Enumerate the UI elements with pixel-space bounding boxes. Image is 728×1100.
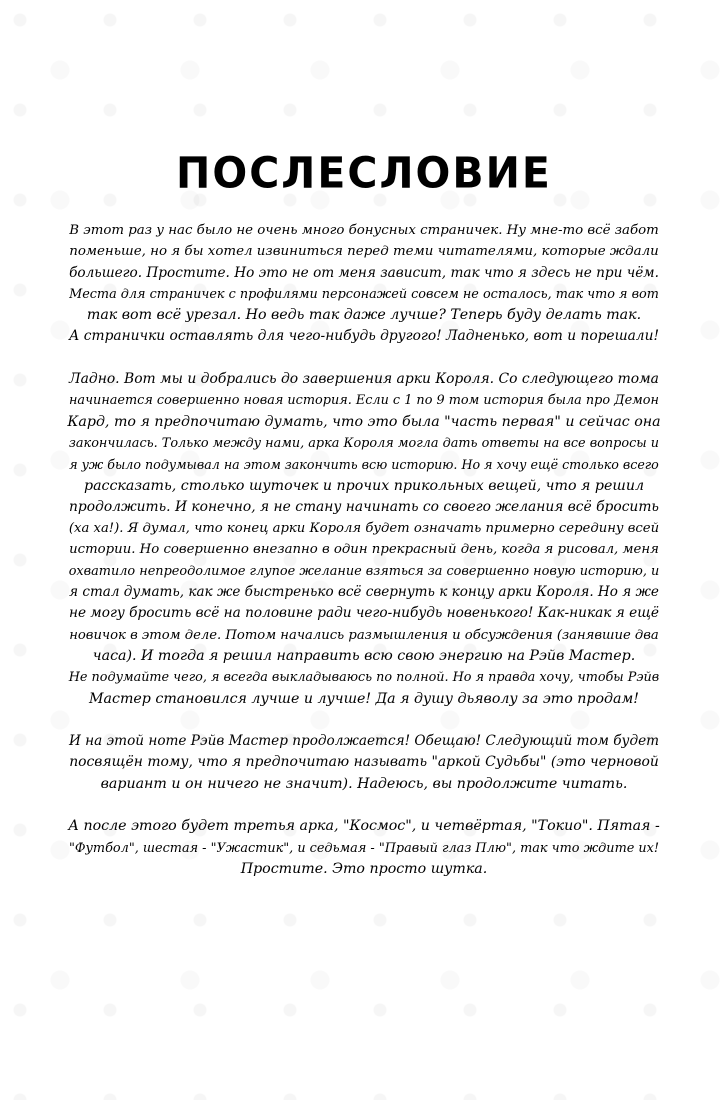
text-line: посвящён тому, что я предпочитаю называть "аркой Судьбы" (это черновой [69, 754, 659, 771]
text-line: В этот раз у нас было не очень много бонусных страничек. Ну мне-то всё забот [69, 223, 659, 238]
text-line: А странички оставлять для чего-нибудь другого! Ладненько, вот и порешали! [69, 328, 659, 345]
text-line: А после этого будет третья арка, "Космос", и четвёртая, "Токио". Пятая - [68, 818, 660, 835]
text-line: рассказать, столько шуточек и прочих прикольных вещей, что я решил [84, 477, 644, 494]
text-line: Ладно. Вот мы и добрались до завершения арки Короля. Со следующего тома [69, 371, 659, 388]
text-line: "Футбол", шестая - "Ужастик", и седьмая - "Правый глаз Плю", так что ждите их! [68, 840, 660, 856]
text-line: (ха ха!). Я думал, что конец арки Короля будет означать примерно середину всей [68, 521, 660, 537]
text-line: вариант и он ничего не значит). Надеюсь, вы продолжите читать. [100, 775, 628, 792]
text-line: закончилась. Только между нами, арка Короля могла дать ответы на все вопросы и [68, 435, 660, 451]
afterword-text [66, 220, 662, 880]
text-line: начинается совершенно новая история. Если с 1 по 9 том история была про Демон [68, 393, 659, 409]
paragraph-2 [66, 369, 662, 710]
text-line: Места для страничек с профилями персонажей совсем не осталось, так что я вот [69, 286, 659, 302]
text-line: я стал думать, как же быстренько всё свернуть к концу арки Короля. Но я же [69, 584, 659, 601]
text-line: поменьше, но я бы хотел извиниться перед теми читателями, которые ждали [69, 244, 659, 260]
text-line: часа). И тогда я решил направить всю свою энергию на Рэйв Мастер. [92, 647, 636, 664]
text-line: Кард, то я предпочитаю думать, что это была "часть первая" и сейчас она [67, 413, 661, 430]
text-line: И на этой ноте Рэйв Мастер продолжается! Обещаю! Следующий том будет [68, 733, 660, 750]
text-line: Не подумайте чего, я всегда выкладываюсь по полной. Но я правда хочу, чтобы Рэйв [68, 670, 660, 686]
text-line: новичок в этом деле. Потом начались размышления и обсуждения (занявшие два [69, 627, 659, 643]
text-line: Простите. Это просто шутка. [240, 860, 488, 877]
text-line: Мастер становился лучше и лучше! Да я душу дьяволу за это продам! [89, 690, 639, 707]
paragraph-3 [66, 731, 662, 795]
page-title: ПОСЛЕСЛОВИЕ [176, 147, 552, 199]
paragraph-1 [66, 220, 662, 348]
text-line: так вот всё урезал. Но ведь так даже лучше? Теперь буду делать так. [86, 307, 642, 324]
text-line: продолжить. И конечно, я не стану начинать со своего желания всё бросить [69, 498, 659, 515]
text-line: не могу бросить всё на половине ради чего-нибудь новенького! Как-никак я ещё [69, 605, 659, 622]
text-line: охватило непреодолимое глупое желание взяться за совершенно новую историю, и [68, 563, 660, 579]
text-line: истории. Но совершенно внезапно в один прекрасный день, когда я рисовал, меня [69, 542, 659, 558]
text-line: я уж было подумывал на этом закончить всю историю. Но я хочу ещё столько всего [69, 457, 659, 473]
text-line: большего. Простите. Но это не от меня зависит, так что я здесь не при чём. [69, 264, 659, 281]
paragraph-4 [66, 816, 662, 880]
